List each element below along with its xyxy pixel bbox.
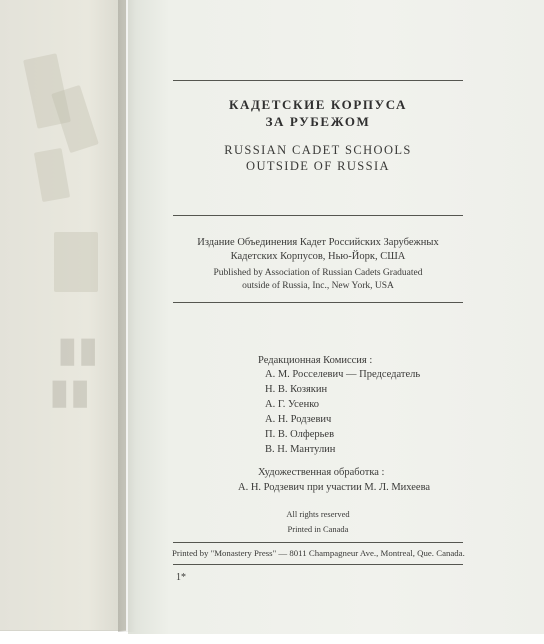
committee-member: А. Г. Усенко xyxy=(265,399,320,410)
rights-reserved: All rights reserved xyxy=(286,509,350,519)
printed-in-canada: Printed in Canada xyxy=(287,524,349,534)
rule-bottom xyxy=(173,564,463,565)
bleed-through-block xyxy=(34,148,70,202)
committee-member: В. Н. Мантулин xyxy=(265,444,336,455)
left-page xyxy=(0,0,126,631)
title-block xyxy=(173,96,463,174)
rule-top xyxy=(173,80,463,81)
publisher-ru-line1: Издание Объединения Кадет Российских Зарубежных xyxy=(197,237,439,248)
bleed-through-block xyxy=(54,232,98,292)
rule-before-printer xyxy=(173,542,463,543)
publisher-en-line2: outside of Russia, Inc., New York, USA xyxy=(242,281,394,291)
bleed-through-text: ▮▮ xyxy=(58,331,100,369)
art-credit: А. Н. Родзевич при участии М. Л. Михеева xyxy=(238,482,431,493)
committee-member: Н. В. Козякин xyxy=(265,384,328,395)
title-ru-line1: КАДЕТСКИЕ КОРПУСА xyxy=(228,97,408,112)
art-heading: Художественная обработка : xyxy=(258,467,385,478)
publisher-ru-line2: Кадетских Корпусов, Нью-Йорк, США xyxy=(230,251,406,262)
rule-after-title xyxy=(173,215,463,216)
signature-mark: 1* xyxy=(176,572,186,583)
committee-member: А. М. Росселевич — Председатель xyxy=(265,369,421,380)
committee-member: А. Н. Родзевич xyxy=(265,414,332,425)
bleed-through-block xyxy=(51,85,99,153)
publisher-en-line1: Published by Association of Russian Cadets Graduated xyxy=(213,268,423,278)
committee-heading: Редакционная Комиссия : xyxy=(258,355,373,366)
publisher-block xyxy=(173,236,463,293)
rights-block xyxy=(173,508,463,536)
committee-member: П. В. Олферьев xyxy=(265,429,335,440)
rule-after-publisher xyxy=(173,302,463,303)
printer-line: Printed by "Monastery Press" — 8011 Champagneur Ave., Montreal, Que. Canada. xyxy=(172,548,465,558)
title-en-line1: RUSSIAN CADET SCHOOLS xyxy=(224,143,412,157)
title-en-line2: OUTSIDE OF RUSSIA xyxy=(246,159,390,173)
book-spine xyxy=(118,0,136,632)
bleed-through-text: ▮▮ xyxy=(50,373,92,411)
title-ru-line2: ЗА РУБЕЖОМ xyxy=(265,114,371,129)
